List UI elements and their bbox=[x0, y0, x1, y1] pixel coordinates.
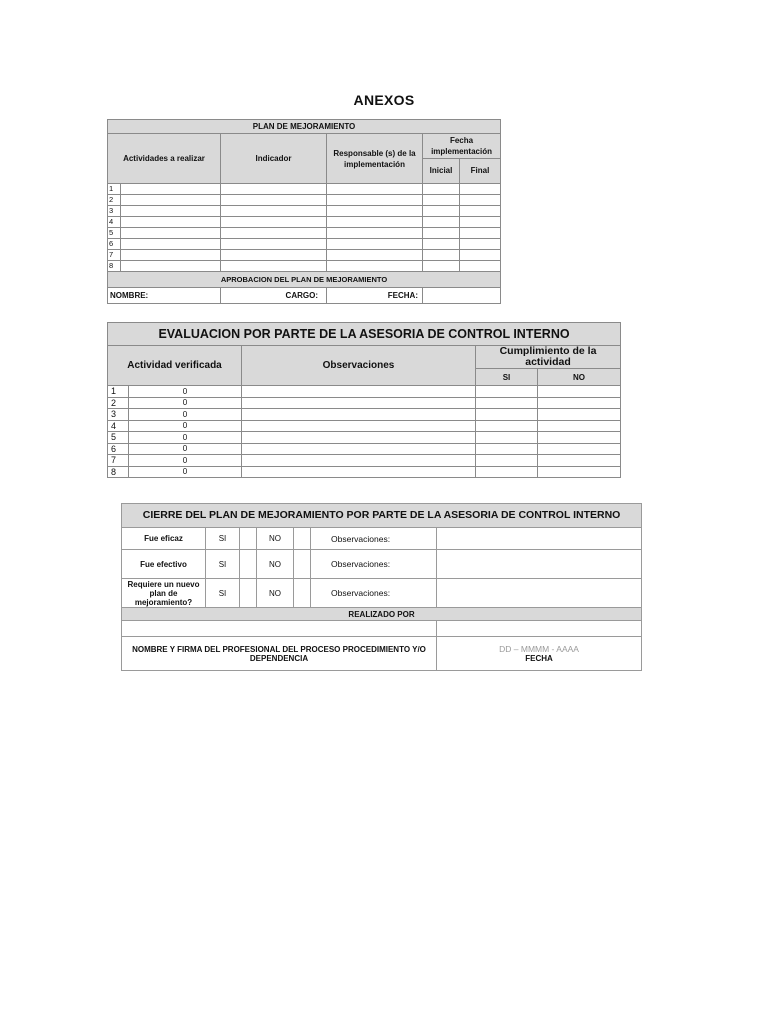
table-row bbox=[108, 420, 621, 432]
closure-yes-label: SI bbox=[206, 550, 240, 579]
closure-table bbox=[121, 503, 642, 671]
closure-label: Fue efectivo bbox=[122, 550, 206, 579]
row-number: 5 bbox=[108, 228, 121, 239]
closure-row bbox=[122, 579, 642, 608]
cell-initial[interactable] bbox=[423, 184, 460, 195]
cell-no[interactable] bbox=[538, 432, 621, 444]
col-initial: Inicial bbox=[423, 159, 460, 184]
col-no: NO bbox=[538, 369, 621, 386]
plan-table bbox=[107, 119, 501, 304]
table-row bbox=[108, 184, 501, 195]
cell-responsible[interactable] bbox=[327, 239, 423, 250]
cell-initial[interactable] bbox=[423, 195, 460, 206]
cell-indicator[interactable] bbox=[221, 261, 327, 272]
cell-indicator[interactable] bbox=[221, 228, 327, 239]
cell-responsible[interactable] bbox=[327, 206, 423, 217]
cell-final[interactable] bbox=[460, 228, 501, 239]
row-number: 4 bbox=[108, 217, 121, 228]
name-field[interactable] bbox=[221, 288, 327, 304]
col-observations: Observaciones bbox=[242, 346, 476, 386]
table-row bbox=[108, 228, 501, 239]
cell-indicator[interactable] bbox=[221, 217, 327, 228]
closure-no-box[interactable] bbox=[294, 528, 311, 550]
cell-no[interactable] bbox=[538, 409, 621, 421]
row-number: 1 bbox=[108, 184, 121, 195]
cell-activity[interactable] bbox=[121, 206, 221, 217]
cell-yes[interactable] bbox=[476, 409, 538, 421]
page-title: ANEXOS bbox=[353, 92, 415, 108]
row-number: 8 bbox=[108, 261, 121, 272]
row-number: 4 bbox=[108, 420, 129, 432]
cell-activity[interactable] bbox=[121, 195, 221, 206]
cell-indicator[interactable] bbox=[221, 206, 327, 217]
cell-initial[interactable] bbox=[423, 239, 460, 250]
table-row bbox=[108, 455, 621, 467]
name-label: NOMBRE: bbox=[110, 290, 149, 300]
cell-observations[interactable] bbox=[242, 409, 476, 421]
cell-no[interactable] bbox=[538, 397, 621, 409]
cell-initial[interactable] bbox=[423, 250, 460, 261]
position-field[interactable] bbox=[327, 288, 423, 304]
cell-responsible[interactable] bbox=[327, 195, 423, 206]
cell-final[interactable] bbox=[460, 239, 501, 250]
cell-observations[interactable] bbox=[242, 443, 476, 455]
signature-label: NOMBRE Y FIRMA DEL PROFESIONAL DEL PROCESO PROCEDIMIENTO Y/O DEPENDENCIA bbox=[122, 637, 437, 671]
cell-yes[interactable] bbox=[476, 397, 538, 409]
cell-final[interactable] bbox=[460, 217, 501, 228]
activity-value: 0 bbox=[129, 386, 242, 398]
activity-value: 0 bbox=[129, 409, 242, 421]
cell-responsible[interactable] bbox=[327, 228, 423, 239]
activity-value: 0 bbox=[129, 420, 242, 432]
cell-observations[interactable] bbox=[242, 432, 476, 444]
closure-row bbox=[122, 550, 642, 579]
position-label: CARGO: bbox=[285, 291, 318, 300]
cell-activity[interactable] bbox=[121, 250, 221, 261]
closure-no-label: NO bbox=[257, 579, 294, 608]
cell-indicator[interactable] bbox=[221, 184, 327, 195]
activity-value: 0 bbox=[129, 455, 242, 467]
row-number: 5 bbox=[108, 432, 129, 444]
closure-yes-label: SI bbox=[206, 528, 240, 550]
cell-activity[interactable] bbox=[121, 239, 221, 250]
closure-obs-label: Observaciones: bbox=[311, 579, 437, 608]
evaluation-title: EVALUACION POR PARTE DE LA ASESORIA DE CONTROL INTERNO bbox=[108, 323, 621, 346]
table-row bbox=[108, 386, 621, 398]
cell-activity[interactable] bbox=[121, 184, 221, 195]
cell-yes[interactable] bbox=[476, 443, 538, 455]
date-label: FECHA bbox=[525, 653, 553, 663]
cell-initial[interactable] bbox=[423, 217, 460, 228]
cell-activity[interactable] bbox=[121, 261, 221, 272]
signature-date-field[interactable] bbox=[437, 621, 642, 637]
cell-observations[interactable] bbox=[242, 386, 476, 398]
closure-label: Fue eficaz bbox=[122, 528, 206, 550]
cell-no[interactable] bbox=[538, 443, 621, 455]
date-label: FECHA: bbox=[387, 291, 418, 300]
cell-yes[interactable] bbox=[476, 432, 538, 444]
cell-no[interactable] bbox=[538, 420, 621, 432]
col-compliance: Cumplimiento de la actividad bbox=[476, 346, 621, 369]
table-row bbox=[108, 206, 501, 217]
row-number: 6 bbox=[108, 239, 121, 250]
cell-responsible[interactable] bbox=[327, 217, 423, 228]
cell-initial[interactable] bbox=[423, 206, 460, 217]
col-indicator: Indicador bbox=[221, 134, 327, 184]
cell-no[interactable] bbox=[538, 455, 621, 467]
cell-initial[interactable] bbox=[423, 228, 460, 239]
cell-responsible[interactable] bbox=[327, 261, 423, 272]
row-number: 2 bbox=[108, 195, 121, 206]
closure-obs-label: Observaciones: bbox=[311, 550, 437, 579]
date-placeholder: DD – MMMM - AAAA bbox=[499, 643, 579, 654]
closure-obs-field[interactable] bbox=[437, 528, 642, 550]
cell-final[interactable] bbox=[460, 261, 501, 272]
col-date: Fecha implementación bbox=[423, 134, 501, 159]
table-row bbox=[108, 250, 501, 261]
activity-value: 0 bbox=[129, 432, 242, 444]
table-row bbox=[108, 397, 621, 409]
cell-yes[interactable] bbox=[476, 386, 538, 398]
activity-value: 0 bbox=[129, 466, 242, 478]
row-number: 7 bbox=[108, 455, 129, 467]
table-row bbox=[108, 195, 501, 206]
closure-title: CIERRE DEL PLAN DE MEJORAMIENTO POR PARTE DE LA ASESORIA DE CONTROL INTERNO bbox=[122, 504, 642, 528]
cell-observations[interactable] bbox=[242, 420, 476, 432]
col-final: Final bbox=[460, 159, 501, 184]
closure-yes-box[interactable] bbox=[240, 579, 257, 608]
closure-label: Requiere un nuevo plan de mejoramiento? bbox=[122, 579, 206, 608]
cell-final[interactable] bbox=[460, 195, 501, 206]
closure-no-label: NO bbox=[257, 550, 294, 579]
cell-observations[interactable] bbox=[242, 397, 476, 409]
row-number: 7 bbox=[108, 250, 121, 261]
table-row bbox=[108, 443, 621, 455]
closure-yes-label: SI bbox=[206, 579, 240, 608]
closure-obs-field[interactable] bbox=[437, 550, 642, 579]
cell-yes[interactable] bbox=[476, 455, 538, 467]
signature-name-field[interactable] bbox=[122, 621, 437, 637]
col-activities: Actividades a realizar bbox=[108, 134, 221, 184]
row-number: 8 bbox=[108, 466, 129, 478]
cell-final[interactable] bbox=[460, 250, 501, 261]
cell-activity[interactable] bbox=[121, 217, 221, 228]
evaluation-table bbox=[107, 322, 621, 478]
cell-indicator[interactable] bbox=[221, 195, 327, 206]
closure-no-label: NO bbox=[257, 528, 294, 550]
activity-value: 0 bbox=[129, 443, 242, 455]
row-number: 1 bbox=[108, 386, 129, 398]
col-yes: SI bbox=[476, 369, 538, 386]
col-activity-verified: Actividad verificada bbox=[108, 346, 242, 386]
plan-title: PLAN DE MEJORAMIENTO bbox=[108, 120, 501, 134]
row-number: 6 bbox=[108, 443, 129, 455]
cell-indicator[interactable] bbox=[221, 250, 327, 261]
table-row bbox=[108, 466, 621, 478]
table-row bbox=[108, 409, 621, 421]
table-row bbox=[108, 432, 621, 444]
closure-yes-box[interactable] bbox=[240, 550, 257, 579]
table-row bbox=[108, 239, 501, 250]
table-row bbox=[108, 217, 501, 228]
cell-observations[interactable] bbox=[242, 466, 476, 478]
done-by-title: REALIZADO POR bbox=[122, 608, 642, 621]
row-number: 3 bbox=[108, 409, 129, 421]
row-number: 2 bbox=[108, 397, 129, 409]
closure-no-box[interactable] bbox=[294, 550, 311, 579]
activity-value: 0 bbox=[129, 397, 242, 409]
approval-title: APROBACION DEL PLAN DE MEJORAMIENTO bbox=[108, 272, 501, 288]
cell-final[interactable] bbox=[460, 184, 501, 195]
date-field[interactable] bbox=[423, 288, 501, 304]
cell-activity[interactable] bbox=[121, 228, 221, 239]
closure-obs-field[interactable] bbox=[437, 579, 642, 608]
closure-yes-box[interactable] bbox=[240, 528, 257, 550]
row-number: 3 bbox=[108, 206, 121, 217]
cell-final[interactable] bbox=[460, 206, 501, 217]
cell-yes[interactable] bbox=[476, 466, 538, 478]
closure-no-box[interactable] bbox=[294, 579, 311, 608]
col-responsible: Responsable (s) de la implementación bbox=[327, 134, 423, 184]
closure-obs-label: Observaciones: bbox=[311, 528, 437, 550]
cell-responsible[interactable] bbox=[327, 184, 423, 195]
cell-observations[interactable] bbox=[242, 455, 476, 467]
cell-no[interactable] bbox=[538, 386, 621, 398]
cell-no[interactable] bbox=[538, 466, 621, 478]
cell-yes[interactable] bbox=[476, 420, 538, 432]
table-row bbox=[108, 261, 501, 272]
closure-row bbox=[122, 528, 642, 550]
cell-indicator[interactable] bbox=[221, 239, 327, 250]
cell-initial[interactable] bbox=[423, 261, 460, 272]
cell-responsible[interactable] bbox=[327, 250, 423, 261]
